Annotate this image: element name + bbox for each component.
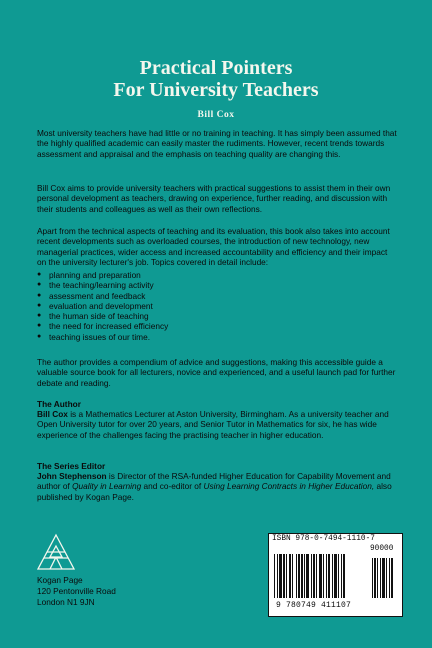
list-item: ● planning and preparation [37, 270, 397, 280]
author-bio [37, 409, 397, 440]
author-byline: Bill Cox [197, 110, 235, 120]
editor-bio-text-2: and co-editor of [141, 481, 204, 492]
author-bio-text: is a Mathematics Lecturer at Aston University, Birmingham. As a university teacher and Open University tutor for over 20 years, and Senior Tutor in Mathematics for six, he has wide experience of the challenges facing the practising teacher in higher education. [37, 409, 389, 440]
topics-list [37, 270, 397, 342]
publisher-address [37, 575, 116, 608]
book-title-quality: Quality in Learning [72, 481, 142, 492]
book-title-line-1: Practical Pointers [139, 57, 293, 79]
author-heading: The Author [37, 399, 81, 409]
list-item: ● the teaching/learning activity [37, 280, 397, 290]
closing-paragraph: The author provides a compendium of advice and suggestions, making this accessible guide a valuable source book for all lecturers, novice and experienced, and a useful launch pad for further debate and reading. [37, 357, 396, 388]
barcode-icon [272, 554, 398, 600]
price-addon-code: 90000 [370, 545, 394, 553]
list-item: ● evaluation and development [37, 301, 397, 311]
list-item: ● the need for increased efficiency [37, 321, 397, 331]
publisher-address-line-1: 120 Pentonville Road [37, 586, 116, 596]
series-editor-heading: The Series Editor [37, 461, 106, 471]
list-item: ● teaching issues of our time. [37, 332, 397, 342]
kogan-page-logo-icon [36, 533, 76, 573]
editor-bio-text-3: also published by Kogan Page. [37, 481, 392, 502]
ean-digits: 9 780749 411107 [276, 601, 352, 610]
book-title-line-2: For University Teachers [113, 79, 319, 101]
blurb-paragraph-2: Bill Cox aims to provide university teachers with practical suggestions to assist them in their own personal development as teachers, drawing on experience, further reading, and discussion with their students and colleagues as well as their own reflections. [37, 183, 391, 214]
author-name: Bill Cox [37, 409, 68, 419]
series-editor-bio [37, 471, 397, 502]
list-item: ● the human side of teaching [37, 311, 397, 321]
book-title-contracts: Using Learning Contracts in Higher Education, [203, 481, 375, 492]
editor-name: John Stephenson [37, 471, 107, 481]
publisher-address-line-2: London N1 9JN [37, 597, 95, 607]
blurb-paragraph-3: Apart from the technical aspects of teaching and its evaluation, this book also takes into account recent developments such as overloaded courses, the introduction of new technology, new managerial practices, wider access and increased accountability and efficiency and their impact on the university lecturer's job. Topics covered in detail include: [37, 226, 390, 268]
publisher-name: Kogan Page [37, 575, 83, 585]
list-item: ● assessment and feedback [37, 291, 397, 301]
isbn-text: ISBN 978-0-7494-1110-7 [272, 535, 375, 543]
editor-bio-text-1: is Director of the RSA-funded Higher Education for Capability Movement and author of [37, 471, 391, 492]
blurb-paragraph-1: Most university teachers have had little or no training in teaching. It has simply been assumed that the highly qualified academic can easily master the rudiments. However, recent trends towards assessment and appraisal and the emphasis on teaching quality are changing this. [37, 128, 397, 159]
